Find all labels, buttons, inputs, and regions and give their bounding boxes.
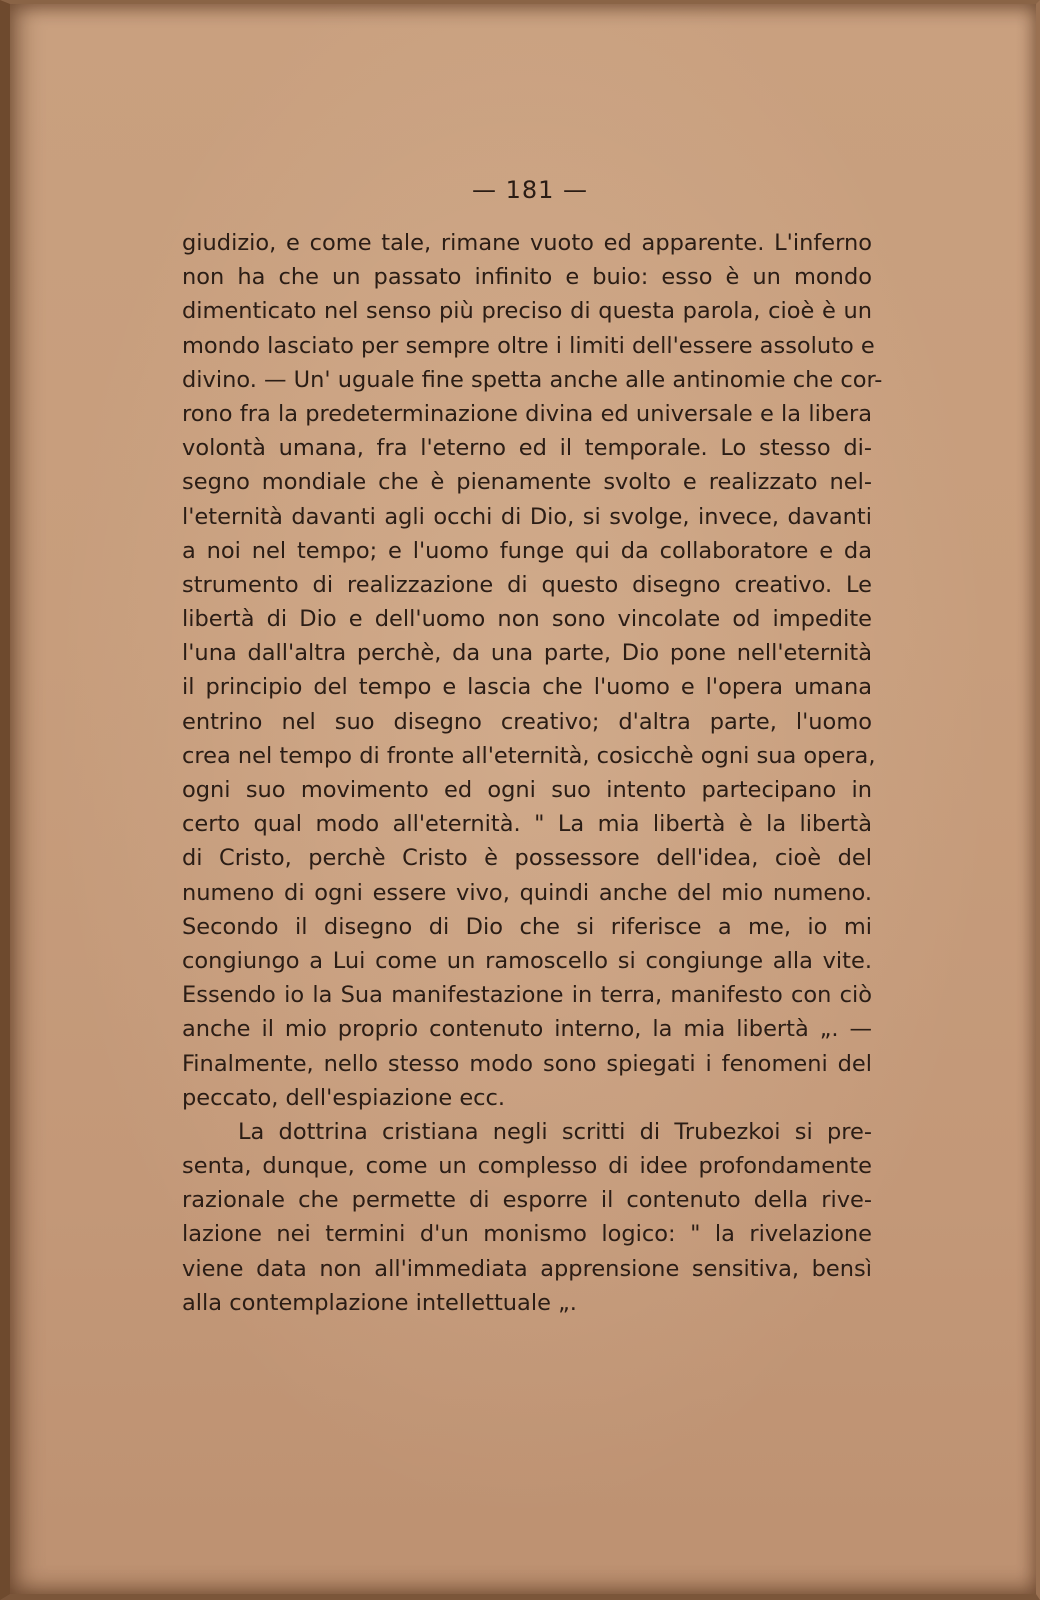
text-line: peccato, dell'espiazione ecc. bbox=[182, 1084, 506, 1111]
text-line: l'una dall'altra perchè, da una parte, Dio pone nell'eternità bbox=[182, 640, 872, 667]
text-line: segno mondiale che è pienamente svolto e realizzato nel- bbox=[182, 469, 872, 496]
text-line: razionale che permette di esporre il contenuto della rive- bbox=[182, 1187, 872, 1214]
text-line: a noi nel tempo; e l'uomo funge qui da collaboratore e da bbox=[182, 537, 872, 564]
text-line: congiungo a Lui come un ramoscello si congiunge alla vite. bbox=[182, 947, 872, 974]
text-line: l'eternità davanti agli occhi di Dio, si svolge, invece, davanti bbox=[182, 503, 872, 530]
text-line: entrino nel suo disegno creativo; d'altra parte, l'uomo bbox=[182, 708, 872, 735]
page-number: — 181 — bbox=[471, 176, 589, 204]
text-line: anche il mio proprio contenuto interno, la mia libertà „. — bbox=[182, 1016, 872, 1043]
text-line: viene data non all'immediata apprensione sensitiva, bensì bbox=[182, 1255, 872, 1282]
text-line: certo qual modo all'eternità. " La mia libertà è la libertà bbox=[182, 811, 872, 838]
text-line: divino. — Un' uguale fine spetta anche alle antinomie che cor- bbox=[182, 366, 883, 393]
text-line: numeno di ogni essere vivo, quindi anche del mio numeno. bbox=[182, 879, 872, 906]
text-line: non ha che un passato infinito e buio: esso è un mondo bbox=[182, 264, 872, 291]
text-line: ogni suo movimento ed ogni suo intento partecipano in bbox=[182, 777, 872, 803]
text-line: lazione nei termini d'un monismo logico: " la rivelazione bbox=[182, 1221, 872, 1248]
text-line: il principio del tempo e lascia che l'uomo e l'opera umana bbox=[182, 674, 872, 701]
text-line: senta, dunque, come un complesso di idee profondamente bbox=[182, 1153, 872, 1180]
text-line: Secondo il disegno di Dio che si riferisce a me, io mi bbox=[182, 913, 872, 940]
text-line: strumento di realizzazione di questo disegno creativo. Le bbox=[182, 571, 872, 598]
body-text bbox=[182, 226, 883, 1320]
text-line: crea nel tempo di fronte all'eternità, cosicchè ogni sua opera, bbox=[182, 742, 876, 769]
text-line: alla contemplazione intellettuale „. bbox=[182, 1289, 577, 1316]
text-line: giudizio, e come tale, rimane vuoto ed apparente. L'inferno bbox=[182, 230, 872, 256]
text-line: dimenticato nel senso più preciso di questa parola, cioè è un bbox=[182, 298, 872, 325]
text-line: libertà di Dio e dell'uomo non sono vincolate od impedite bbox=[182, 606, 872, 633]
text-line: volontà umana, fra l'eterno ed il temporale. Lo stesso di- bbox=[182, 435, 872, 462]
text-line: Essendo io la Sua manifestazione in terra, manifesto con ciò bbox=[182, 982, 872, 1009]
text-line: Finalmente, nello stesso modo sono spiegati i fenomeni del bbox=[182, 1050, 872, 1077]
text-line: mondo lasciato per sempre oltre i limiti dell'essere assoluto e bbox=[182, 332, 875, 359]
paragraph-start-line: La dottrina cristiana negli scritti di Trubezkoi si pre- bbox=[238, 1118, 872, 1145]
text-line: di Cristo, perchè Cristo è possessore dell'idea, cioè del bbox=[182, 845, 872, 872]
text-line: rono fra la predeterminazione divina ed universale e la libera bbox=[182, 400, 872, 427]
